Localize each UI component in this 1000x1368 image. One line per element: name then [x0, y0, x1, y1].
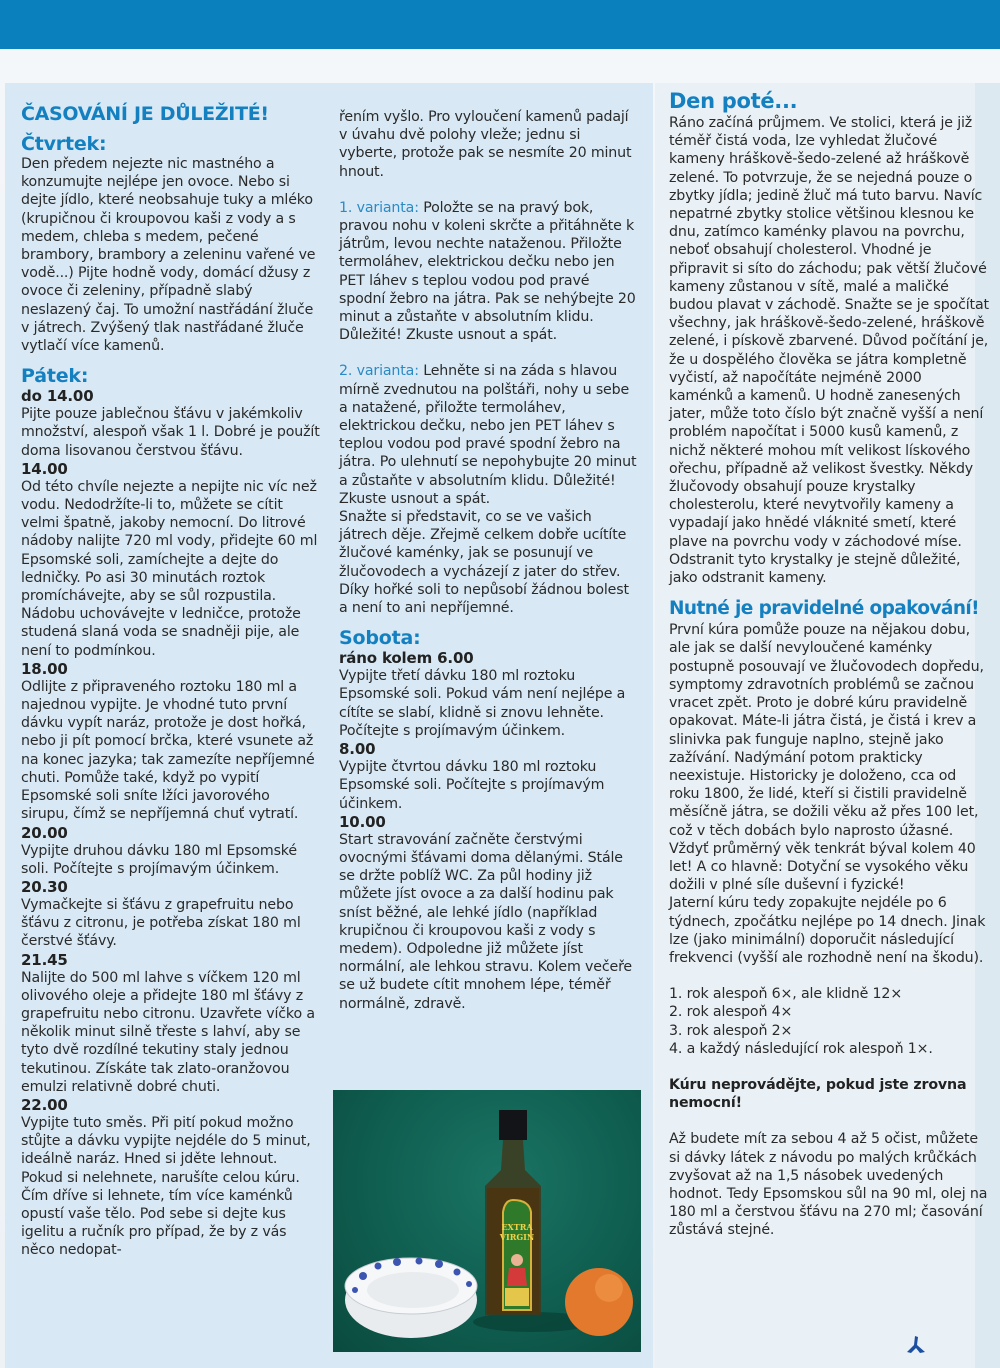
- imagine-text: Snažte si představit, co se ve vašich játrech děje. Zřejmě celkem dobře ucítíte žlučové kaménky, jak se posunují ve žlučovodech a vycházejí z jater do střev. Díky hořké soli to nepůsobí žádnou bolest a není to ani nepříjemné.: [339, 509, 629, 617]
- final-text: Až budete mít za sebou 4 až 5 očist, můžete si dávky látek z návodu po malých krůčkách zvyšovat až na 1,5 násobek uvedených hodnot. Tedy Epsomskou sůl na 90 ml, olej na 180 ml a čerstvou šťávu na 270 ml; časování zůstává stejné.: [669, 1131, 988, 1239]
- top-color-bar: [0, 0, 1000, 49]
- repeat-heading: Nutné je pravidelné opakování!: [669, 598, 979, 620]
- bowl-image: [345, 1258, 477, 1339]
- timing-title: ČASOVÁNÍ JE DŮLEŽITÉ!: [21, 103, 269, 125]
- time-text: Odlijte z připraveného roztoku 180 ml a najednou vypijte. Je vhodné tuto první dávku vypít naráz, protože je dost hořká, nebo ji pít pomocí brčka, které vsunete až na konec jazyka; tak zamezíte nepříjemné chuti. Pomůže také, když po vypití Epsomské soli sníte lžíci javorového sirupu, čímž se nepříjemná chuť vytratí.: [21, 678, 315, 823]
- thursday-heading: Čtvrtek:: [21, 133, 107, 155]
- time-text: Pijte pouze jablečnou šťávu v jakémkoliv množství, alespoň však 1 l. Dobré je použít doma lisovanou čerstvou šťávu.: [21, 406, 320, 459]
- bottle-label-text: VIRGIN: [499, 1232, 535, 1242]
- time-text: Vypijte čtvrtou dávku 180 ml roztoku Epsomské soli. Počítejte s projímavým účinkem.: [339, 759, 605, 812]
- time-text: Vypijte tuto směs. Při pití pokud možno stůjte a dávku vypijte nejdéle do 5 minut, ideálně naráz. Hned si jděte lehnout. Pokud si nelehnete, narušíte celou kúru. Čím dříve si lehnete, tím více kaménků opustí vaše tělo. Pod sebe si dejte kus igelitu a ručník pro případ, že by z vás něco nedopat-: [21, 1114, 311, 1259]
- friday-heading: Pátek:: [21, 365, 89, 388]
- variant-1: [339, 199, 639, 345]
- continuation-text: řením vyšlo. Pro vyloučení kamenů padají v úvahu dvě polohy vleže; jednu si vyberte, protože pak se nesmíte 20 minut hnout.: [339, 109, 632, 180]
- time-label: 18.00: [21, 659, 68, 678]
- photo-bottle-bowl-grapefruit: [333, 1090, 641, 1352]
- time-text: Vypijte druhou dávku 180 ml Epsomské soli. Počítejte s projímavým účinkem.: [21, 842, 297, 877]
- oil-bottle-image: [485, 1110, 541, 1315]
- warning-text: Kúru neprovádějte, pokud jste zrovna nemocní!: [669, 1076, 967, 1112]
- time-label: 10.00: [339, 812, 386, 831]
- time-label: 20.30: [21, 877, 68, 896]
- column-3: [669, 88, 989, 1240]
- time-label: 20.00: [21, 823, 68, 842]
- time-text: Start stravování začněte čerstvými ovocnými šťávami doma dělanými. Stále se držte poblíž WC. Za půl hodiny již můžete jíst ovoce a za další hodinu pak sníst běžné, ale lehké jídlo (například krupičnou či kroupovou kaši z vody s medem). Odpoledne již můžete jíst normální, ale lehkou stravu. Kolem večeře se už budete cítit mnohem lépe, téměř normálně, zdravě.: [339, 831, 633, 1012]
- variant-1-label: 1. varianta:: [339, 199, 419, 216]
- saturday-heading: Sobota:: [339, 627, 421, 650]
- repeat-text-1: První kúra pomůže pouze na nějakou dobu, ale jak se další nevyloučené kaménky postupně posouvají ve žlučovodech dopředu, symptomy zdravotních problémů se začnou vracet zpět. Proto je dobré kúru pravidelně opakovat. Máte-li játra čistá, je čistá i krev a slinivka pak funguje naplno, stejně jako zažívání. Nadýmání potom prakticky neexistuje. Historicky je doloženo, cca od roku 1800, že lidé, kteří si čistili pravidelně měsíčně játra, se dožili věku až přes 100 let, což v těch dobách bylo naprosto úžasné. Vždyť průměrný věk tenkrát býval kolem 40 let! A co hlavně: Dotyční se vysokého věku dožili v plné síle duševní i fyzické!: [669, 622, 984, 894]
- time-label: 21.45: [21, 950, 68, 969]
- time-text: Od této chvíle nejezte a nepijte nic víc než vodu. Nedodržíte-li to, můžete se cítit velmi špatně, jakoby nemocní. Do litrové nádoby nalijte 720 ml vody, přidejte 60 ml Epsomské soli, zamíchejte a dejte do ledničky. Po asi 30 minutách roztok promíchávejte, aby se sůl rozpustila. Nádobu uchovávejte v ledničce, protože studená slaná voda se snadněji pije, ale není to podmínkou.: [21, 478, 318, 659]
- time-label: 22.00: [21, 1095, 68, 1114]
- time-text: Vypijte třetí dávku 180 ml roztoku Epsomské soli. Pokud vám není nejlépe a cítíte se slabí, klidně si znovu lehněte. Počítejte s projímavým účinkem.: [339, 668, 626, 739]
- time-label: ráno kolem 6.00: [339, 649, 474, 668]
- variant-2: [339, 362, 639, 508]
- time-label: 14.00: [21, 459, 68, 478]
- column-1: [21, 102, 321, 1260]
- time-text: Vymačkejte si šťávu z grapefruitu nebo šťávu z citronu, je potřeba získat 180 ml čerstvé šťávy.: [21, 896, 301, 950]
- variant-2-label: 2. varianta:: [339, 363, 419, 380]
- day-after-heading: Den poté...: [669, 89, 798, 113]
- list-item: 4. a každý následující rok alespoň 1×.: [669, 1040, 933, 1057]
- thursday-text: Den předem nejezte nic mastného a konzumujte nejlépe jen ovoce. Nebo si dejte jídlo, které neobsahuje tuky a mléko (krupičnou či kroupovou kaši z vody a s medem, chleba s medem, pečené brambory, brambory a zeleninu vařené ve vodě...) Pijte hodně vody, domácí džusy z ovoce či zeleniny, případně slabý neslazený čaj. To umožní nastřádání žluče v játrech. Zvýšený tlak nastřádané žluče vytlačí více kamenů.: [21, 156, 316, 355]
- time-label: 8.00: [339, 740, 376, 759]
- bottle-label-text: EXTRA: [501, 1222, 533, 1232]
- time-text: Nalijte do 500 ml lahve s víčkem 120 ml olivového oleje a přidejte 180 ml šťávy z grapefruitu nebo citronu. Uzavřete víčko a několik minut silně třeste s lahví, aby se tyto dvě rozdílné tekutiny staly jednou tekutinou. Získáte tak zlato-oranžovou emulzi relativně dobré chuti.: [21, 969, 315, 1095]
- end-mark-icon: [903, 1335, 929, 1355]
- column-2: [339, 108, 639, 1013]
- variant-2-text: Lehněte si na záda s hlavou mírně zvednutou na polštáři, nohy u sebe a natažené, přiložte termoláhev, elektrickou dečku, nebo jen PET láhev s teplou vodou pod pravé spodní žebro na játra. Po ulehnutí se nepohybujte 20 minut a zůstaňte v absolutním klidu. Důležité! Zkuste usnout a spát.: [339, 363, 637, 507]
- frequency-list: [669, 985, 989, 1058]
- list-item: 1. rok alespoň 6×, ale klidně 12×: [669, 986, 903, 1003]
- repeat-text-2: Jaterní kúru tedy zopakujte nejdéle po 6 týdnech, zpočátku nejlépe po 14 dnech. Jinak lze (jako minimální) doporučit následující frekvenci (vyšší ale rozhodně není na škodu).: [669, 895, 986, 966]
- list-item: 2. rok alespoň 4×: [669, 1004, 793, 1021]
- grapefruit-image: [565, 1268, 633, 1336]
- day-after-text: Ráno začíná průjmem. Ve stolici, která je již téměř čistá voda, lze vyhledat žlučové kameny hráškově-šedo-zelené až hráškově zelené. To potvrzuje, že se nejedná pouze o zbytky jídla; jedině žluč má tuto barvu. Navíc nepatrné zbytky stolice většinou klesnou ke dnu, zatímco kaménky plavou na povrchu, neboť obsahují cholesterol. Vhodné je připravit si síto do záchodu; pak větší žlučové kameny zůstanou v sítě, malé a maličké budou plavat v záchodě. Snažte se je spočítat všechny, jak hráškově-šedo-zelené, hráškově zelené, i pískově zbarvené. Důvod počítání je, že u dospělého člověka se játra kompletně vyčistí, až napočítáte nejméně 2000 kaménků a kamenů. U hodně zanesených jater, může toto číslo být značně vyšší a není problém napočítat i 5000 kusů kamenů, z nichž některé mohou mít velikost lískového ořechu, případně až velikost švestky. Někdy žlučovody obsahují pouze krystalky cholesterolu, které nevytvořily kameny a vypadají jako hnědé vláknité smetí, které plave na povrchu vody v záchodové míse. Odstranit tyto krystalky je stejně důležité, jako odstranit kameny.: [669, 115, 989, 587]
- list-item: 3. rok alespoň 2×: [669, 1022, 793, 1039]
- variant-1-text: Položte se na pravý bok, pravou nohu v koleni skrčte a přitáhněte k játrům, levou nechte nataženou. Přiložte termoláhev, elektrickou dečku nebo jen PET láhev s teplou vodou pod pravé spodní žebro na játra. Pak se nehýbejte 20 minut a zůstaňte v absolutním klidu. Důležité! Zkuste usnout a spát.: [339, 199, 636, 344]
- time-label: do 14.00: [21, 387, 94, 406]
